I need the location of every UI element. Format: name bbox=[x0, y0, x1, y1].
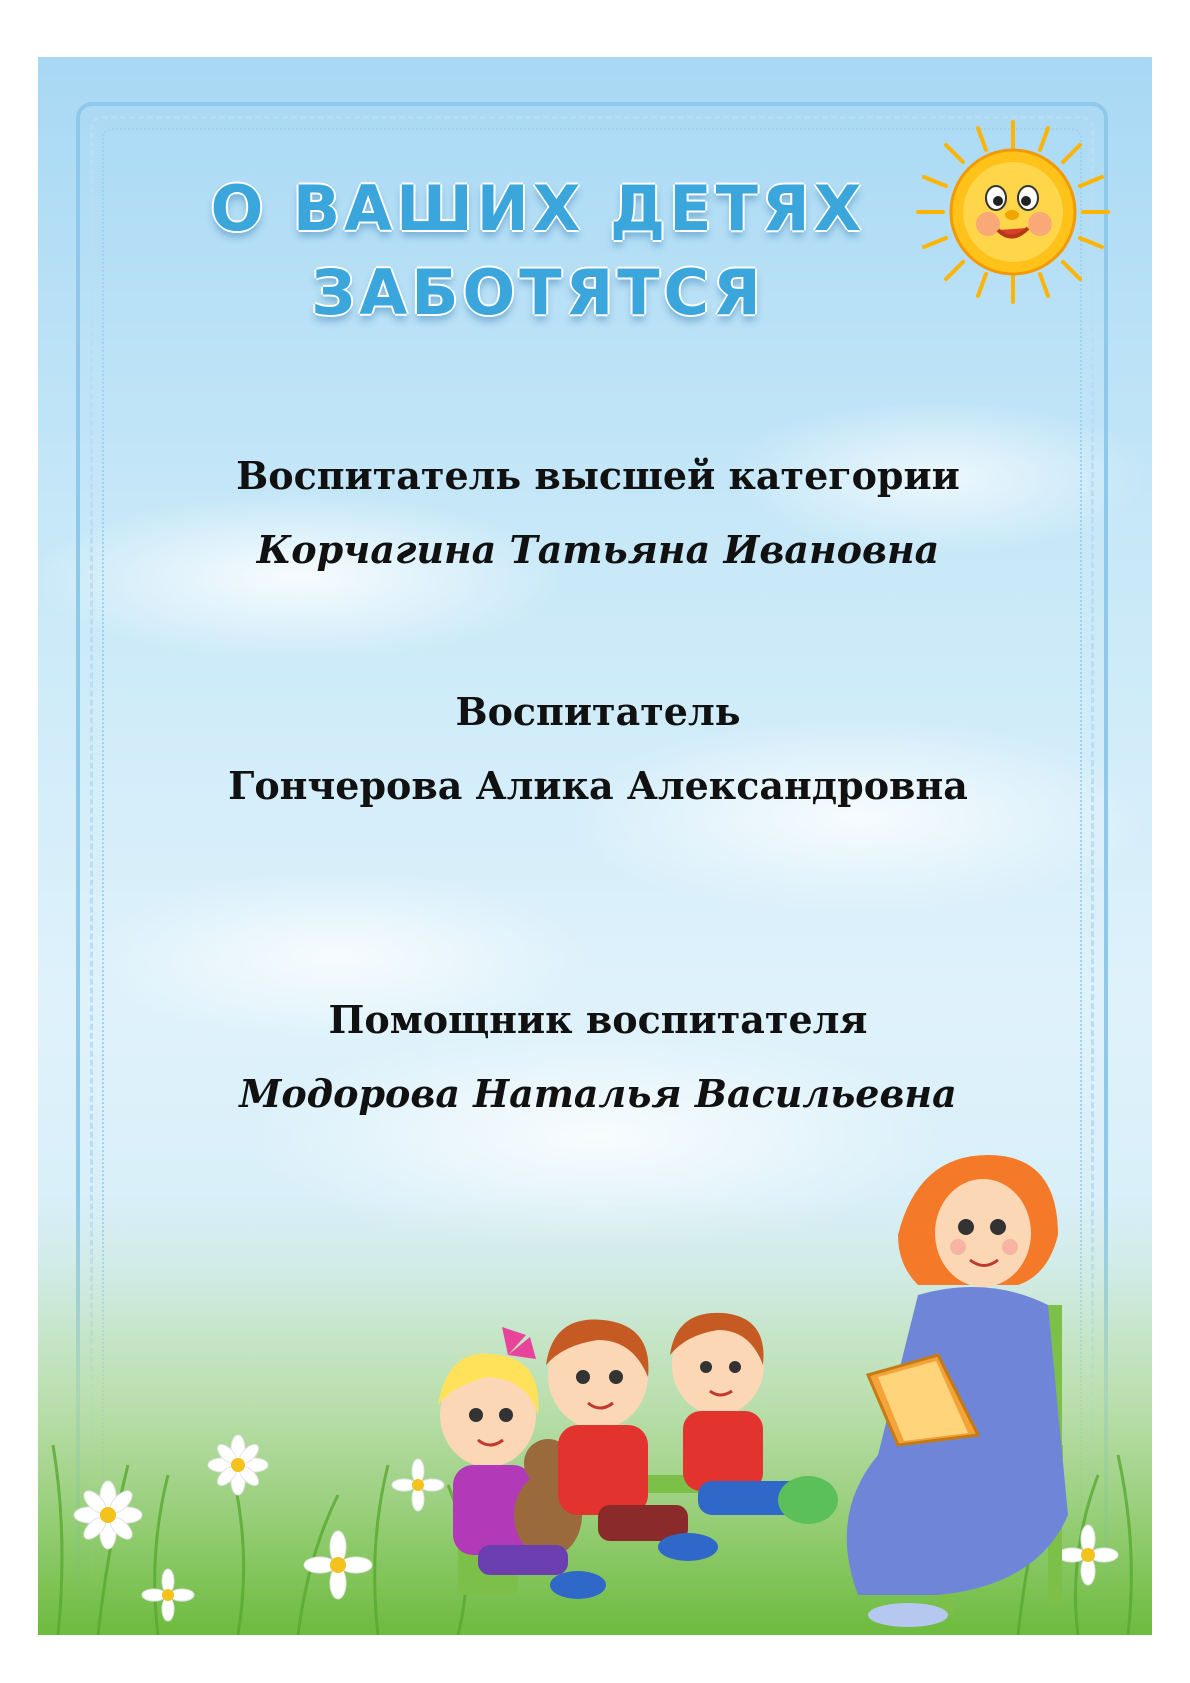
staff-block-teacher bbox=[118, 675, 1078, 823]
staff-block-assistant bbox=[118, 983, 1078, 1131]
staff-name: Модорова Наталья Васильевна bbox=[239, 1071, 957, 1116]
staff-block-senior-teacher bbox=[118, 439, 1078, 587]
staff-name: Корчагина Татьяна Ивановна bbox=[256, 527, 940, 572]
sun-icon bbox=[908, 112, 1118, 312]
title-line-1: О ВАШИХ ДЕТЯХ bbox=[210, 172, 866, 245]
staff-name: Гончерова Алика Александровна bbox=[228, 763, 968, 808]
staff-role: Помощник воспитателя bbox=[328, 997, 868, 1042]
title-line-2: ЗАБОТЯТСЯ bbox=[311, 256, 765, 329]
meadow-illustration bbox=[38, 1115, 1152, 1635]
staff-role: Воспитатель bbox=[455, 689, 741, 734]
page-title bbox=[158, 167, 918, 335]
poster bbox=[38, 57, 1152, 1635]
staff-role: Воспитатель высшей категории bbox=[236, 453, 960, 498]
